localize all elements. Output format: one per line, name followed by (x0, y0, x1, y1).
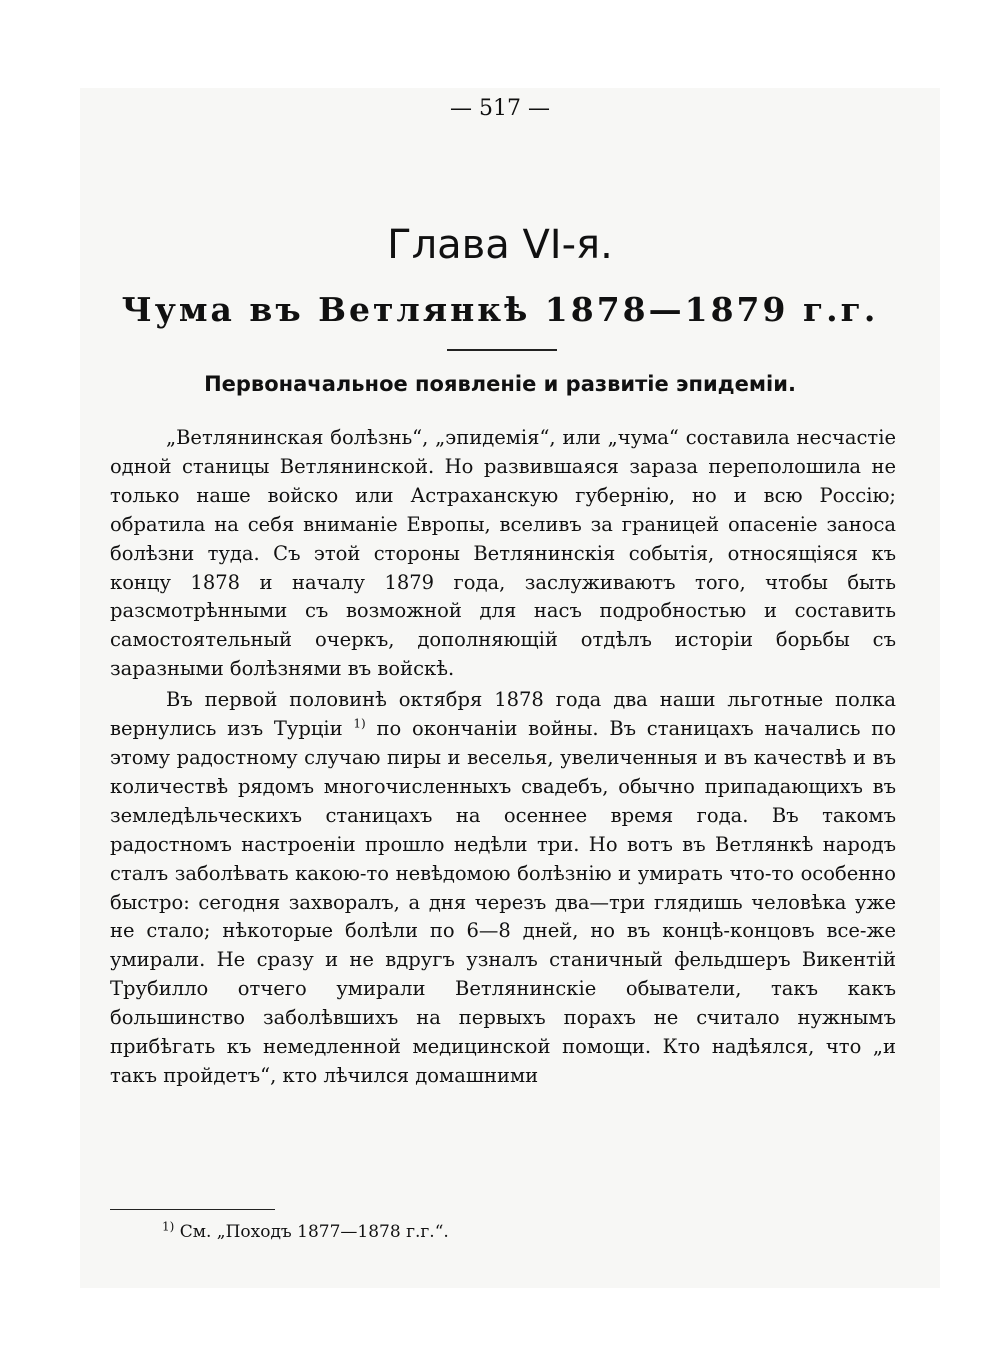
section-heading: Первоначальное появленіе и развитіе эпидеміи. (204, 372, 796, 396)
footnote-divider (110, 1209, 275, 1210)
footnote (162, 1219, 449, 1242)
body-text (110, 424, 896, 1093)
page-number: — 517 — (450, 96, 550, 121)
paragraph-text: по окончаніи войны. Въ станицахъ начались по этому радостному случаю пиры и веселья, увеличенныя и въ качествѣ и въ количествѣ рядомъ многочисленныхъ свадебъ, обычно припадающихъ въ земледѣльческихъ станицахъ на осеннее время года. Въ такомъ радостномъ настроеніи прошло недѣли три. Но вотъ въ Ветлянкѣ народъ сталъ заболѣвать какою-то невѣдомою болѣзнію и умирать что-то особенно быстро: сегодня захворалъ, а дня черезъ два—три глядишь человѣка уже не стало; нѣкоторые болѣли по 6—8 дней, но въ концѣ-концовъ все-же умирали. Не сразу и не вдругъ узналъ станичный фельдшеръ Викентій Трубилло отчего умирали Ветлянинскіе обыватели, такъ какъ большинство заболѣвшихъ на первыхъ порахъ не считало нужнымъ прибѣгать къ немедленной медицинской помощи. Кто надѣялся, что „и такъ пройдетъ“, кто лѣчился домашними (110, 717, 896, 1087)
chapter-subtitle: Чума въ Ветлянкѣ 1878—1879 г.г. (121, 290, 879, 329)
footnote-reference[interactable]: 1) (353, 716, 366, 731)
paragraph-text: „Ветлянинская болѣзнь“, „эпидемія“, или „чума“ составила несчастіе одной станицы Ветлянинской. Но развившаяся зараза переполошила не только наше войско или Астраханскую губернію, но и всю Россію; обратила на себя вниманіе Европы, вселивъ за границей опасеніе заноса болѣзни туда. Съ этой стороны Ветлянинскія событія, относящіяся къ концу 1878 и началу 1879 года, заслуживаютъ того, чтобы быть разсмотрѣнными съ возможной для насъ подробностью и составить самостоятельный очеркъ, дополняющій отдѣлъ исторіи борьбы съ заразными болѣзнями въ войскѣ. (110, 426, 896, 681)
paragraph-text: Въ первой половинѣ октября 1878 года два наши льготные полка вернулись изъ Турціи (110, 688, 896, 741)
footnote-marker: 1) (162, 1219, 175, 1234)
paragraph-2 (110, 686, 896, 1091)
paragraph-1 (110, 424, 896, 684)
footnote-text: См. „Походъ 1877—1878 г.г.“. (174, 1222, 449, 1242)
title-divider (447, 349, 557, 351)
chapter-title: Глава VI-я. (387, 222, 613, 268)
